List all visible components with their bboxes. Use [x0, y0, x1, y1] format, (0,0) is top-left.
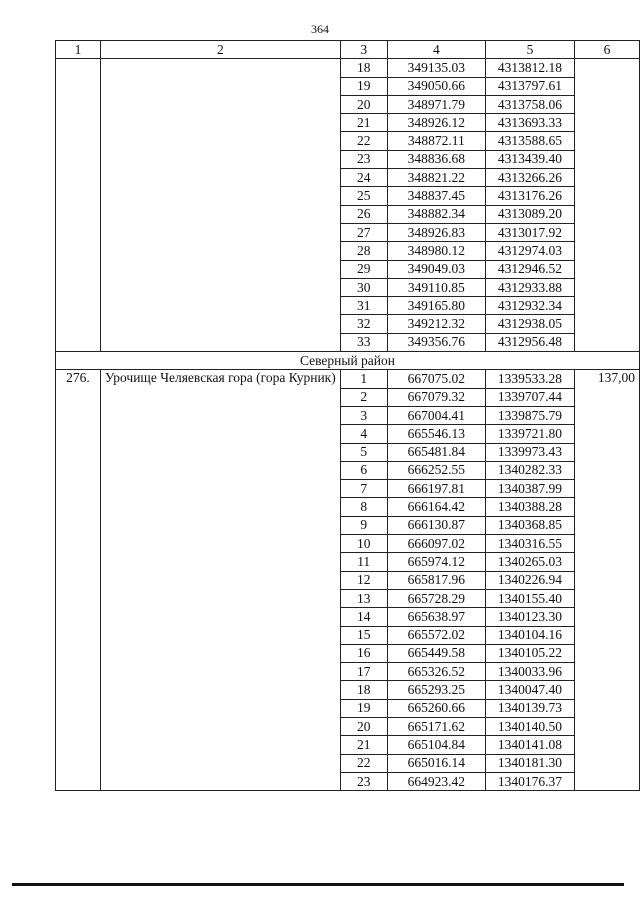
page-number: 364: [311, 22, 329, 36]
coordinate-y: 1340123.30: [486, 608, 575, 626]
point-number: 5: [340, 443, 387, 461]
point-number: 18: [340, 59, 387, 77]
coordinate-y: 1340316.55: [486, 535, 575, 553]
entry-index: 276.: [56, 370, 101, 791]
coordinate-x: 666097.02: [387, 535, 485, 553]
entry-rows: [56, 370, 640, 791]
coordinate-x: 349212.32: [387, 315, 485, 333]
coordinate-y: 1339973.43: [486, 443, 575, 461]
coordinate-y: 4313797.61: [486, 77, 575, 95]
point-number: 22: [340, 754, 387, 772]
point-number: 20: [340, 95, 387, 113]
coordinate-y: 4313588.65: [486, 132, 575, 150]
coordinate-y: 1340387.99: [486, 480, 575, 498]
point-number: 11: [340, 553, 387, 571]
section-row: [56, 352, 640, 370]
point-number: 1: [340, 370, 387, 388]
coordinate-y: 4312974.03: [486, 242, 575, 260]
point-number: 22: [340, 132, 387, 150]
point-number: 19: [340, 77, 387, 95]
coordinate-y: 4313758.06: [486, 95, 575, 113]
coordinate-x: 665974.12: [387, 553, 485, 571]
point-number: 15: [340, 626, 387, 644]
point-number: 21: [340, 736, 387, 754]
coordinate-y: 1340139.73: [486, 699, 575, 717]
point-number: 23: [340, 150, 387, 168]
coordinate-x: 349356.76: [387, 333, 485, 351]
coordinate-y: 1340265.03: [486, 553, 575, 571]
coordinate-y: 4313266.26: [486, 169, 575, 187]
coordinate-x: 348821.22: [387, 169, 485, 187]
empty-index-cell: [56, 59, 101, 352]
coordinate-y: 1340141.08: [486, 736, 575, 754]
point-number: 17: [340, 663, 387, 681]
point-number: 33: [340, 333, 387, 351]
coordinate-y: 4313017.92: [486, 223, 575, 241]
coordinate-y: 1340033.96: [486, 663, 575, 681]
column-header: 3: [340, 41, 387, 59]
coordinate-x: 665293.25: [387, 681, 485, 699]
coordinate-x: 665546.13: [387, 425, 485, 443]
coordinates-table: [55, 40, 640, 791]
point-number: 8: [340, 498, 387, 516]
coordinate-x: 348837.45: [387, 187, 485, 205]
coordinate-y: 4313812.18: [486, 59, 575, 77]
coordinate-y: 4312946.52: [486, 260, 575, 278]
coordinate-x: 349135.03: [387, 59, 485, 77]
coordinate-x: 348836.68: [387, 150, 485, 168]
coordinate-x: 665260.66: [387, 699, 485, 717]
coordinate-x: 665817.96: [387, 571, 485, 589]
coordinate-y: 1340047.40: [486, 681, 575, 699]
coordinate-y: 1340104.16: [486, 626, 575, 644]
coordinate-x: 666252.55: [387, 461, 485, 479]
table-header-row: [56, 41, 640, 59]
point-number: 31: [340, 297, 387, 315]
point-number: 20: [340, 717, 387, 735]
coordinate-x: 349050.66: [387, 77, 485, 95]
point-number: 7: [340, 480, 387, 498]
coordinate-x: 349165.80: [387, 297, 485, 315]
coordinate-y: 4312932.34: [486, 297, 575, 315]
point-number: 24: [340, 169, 387, 187]
coordinate-y: 1339875.79: [486, 406, 575, 424]
section-title: Северный район: [56, 352, 640, 370]
coordinate-y: 1340105.22: [486, 644, 575, 662]
coordinate-y: 4312933.88: [486, 278, 575, 296]
coordinate-y: 1340388.28: [486, 498, 575, 516]
column-header: 2: [100, 41, 340, 59]
continuation-rows: [56, 59, 640, 352]
point-number: 10: [340, 535, 387, 553]
coordinate-x: 665449.58: [387, 644, 485, 662]
coordinate-y: 1340368.85: [486, 516, 575, 534]
coordinate-y: 1340282.33: [486, 461, 575, 479]
coordinate-x: 348971.79: [387, 95, 485, 113]
entry-area: 137,00: [574, 370, 639, 791]
point-number: 32: [340, 315, 387, 333]
coordinate-y: 4313089.20: [486, 205, 575, 223]
empty-area-cell: [574, 59, 639, 352]
coordinate-x: 665104.84: [387, 736, 485, 754]
coordinate-x: 666197.81: [387, 480, 485, 498]
point-number: 13: [340, 589, 387, 607]
point-number: 4: [340, 425, 387, 443]
point-number: 6: [340, 461, 387, 479]
point-number: 29: [340, 260, 387, 278]
coordinate-y: 1340176.37: [486, 772, 575, 790]
coordinate-y: 4313693.33: [486, 114, 575, 132]
point-number: 3: [340, 406, 387, 424]
point-number: 23: [340, 772, 387, 790]
point-number: 9: [340, 516, 387, 534]
coordinate-y: 1340226.94: [486, 571, 575, 589]
coordinate-x: 664923.42: [387, 772, 485, 790]
point-number: 2: [340, 388, 387, 406]
empty-name-cell: [100, 59, 340, 352]
coordinate-x: 348882.34: [387, 205, 485, 223]
coordinate-x: 665481.84: [387, 443, 485, 461]
column-header: 4: [387, 41, 485, 59]
coordinate-x: 348872.11: [387, 132, 485, 150]
coordinate-y: 1339721.80: [486, 425, 575, 443]
point-number: 16: [340, 644, 387, 662]
point-number: 28: [340, 242, 387, 260]
column-header: 6: [574, 41, 639, 59]
table-row: [56, 370, 640, 388]
point-number: 19: [340, 699, 387, 717]
coordinate-x: 666164.42: [387, 498, 485, 516]
coordinate-y: 4313176.26: [486, 187, 575, 205]
entry-name: Урочище Челяевская гора (гора Курник): [100, 370, 340, 791]
coordinate-y: 1340155.40: [486, 589, 575, 607]
coordinate-x: 665016.14: [387, 754, 485, 772]
coordinate-y: 1340140.50: [486, 717, 575, 735]
point-number: 30: [340, 278, 387, 296]
point-number: 21: [340, 114, 387, 132]
coordinate-x: 348926.83: [387, 223, 485, 241]
coordinate-y: 4313439.40: [486, 150, 575, 168]
coordinate-y: 1339533.28: [486, 370, 575, 388]
coordinate-x: 665171.62: [387, 717, 485, 735]
coordinate-x: 349049.03: [387, 260, 485, 278]
point-number: 18: [340, 681, 387, 699]
coordinate-x: 667075.02: [387, 370, 485, 388]
bottom-rule: [12, 883, 624, 886]
point-number: 12: [340, 571, 387, 589]
coordinate-x: 665728.29: [387, 589, 485, 607]
coordinate-x: 348980.12: [387, 242, 485, 260]
coordinate-x: 665572.02: [387, 626, 485, 644]
coordinate-x: 665638.97: [387, 608, 485, 626]
coordinate-x: 666130.87: [387, 516, 485, 534]
coordinate-y: 4312956.48: [486, 333, 575, 351]
coordinate-y: 1339707.44: [486, 388, 575, 406]
point-number: 14: [340, 608, 387, 626]
coordinate-y: 4312938.05: [486, 315, 575, 333]
coordinate-x: 667004.41: [387, 406, 485, 424]
point-number: 27: [340, 223, 387, 241]
point-number: 25: [340, 187, 387, 205]
point-number: 26: [340, 205, 387, 223]
coordinate-x: 665326.52: [387, 663, 485, 681]
coordinate-x: 349110.85: [387, 278, 485, 296]
coordinate-x: 667079.32: [387, 388, 485, 406]
table-row: [56, 59, 640, 77]
coordinate-x: 348926.12: [387, 114, 485, 132]
coordinate-y: 1340181.30: [486, 754, 575, 772]
column-header: 1: [56, 41, 101, 59]
column-header: 5: [486, 41, 575, 59]
